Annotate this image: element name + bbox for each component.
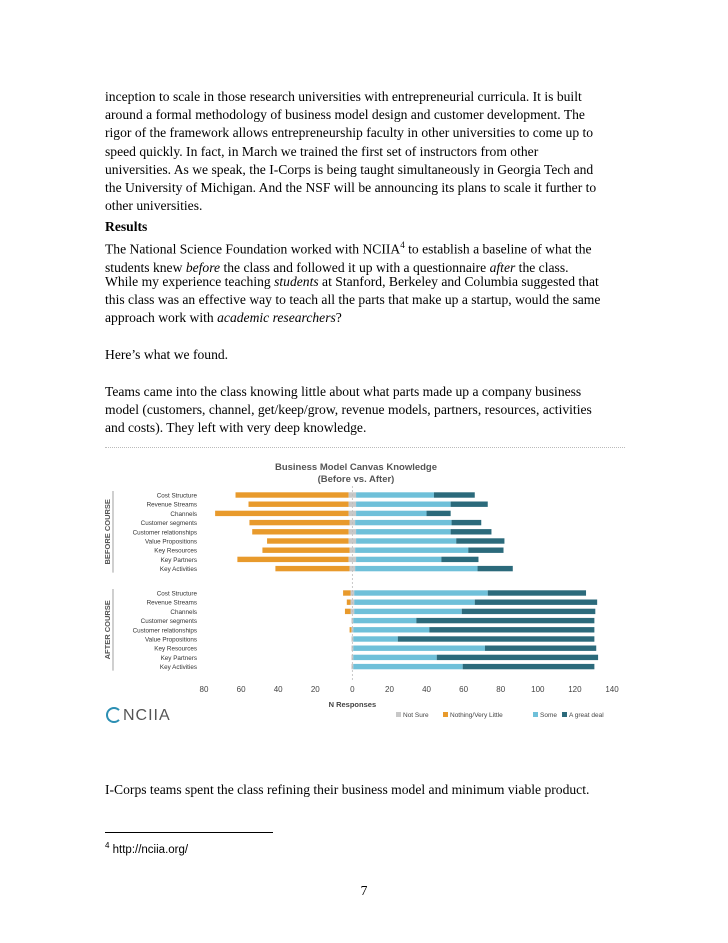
tick-label: 60: [459, 685, 469, 694]
logo-text: NCIIA: [123, 707, 171, 724]
text-line: rigor of the framework allows entrepreneurship faculty in other universities to come up to: [105, 125, 594, 141]
bar-nothing-little: [345, 609, 351, 614]
bar-some: [356, 538, 456, 543]
category-label: Key Resources: [154, 547, 197, 555]
bar-nothing-little: [275, 566, 349, 571]
category-label: Key Activities: [159, 566, 197, 574]
text-run: The National Science Foundation worked with NCIIA: [105, 241, 401, 257]
footnote-ref[interactable]: 4: [400, 240, 405, 251]
bar-great-deal: [488, 590, 586, 595]
bar-some: [353, 627, 429, 632]
tick-label: 20: [385, 685, 394, 694]
bar-nothing-little: [267, 538, 349, 543]
legend-label: A great deal: [569, 712, 604, 719]
business-model-chart: [100, 456, 630, 746]
bar-nothing-little: [215, 511, 349, 516]
results-heading: Results: [105, 219, 148, 234]
legend-swatch: [396, 712, 401, 717]
experience-paragraph: [105, 273, 630, 328]
bar-great-deal: [434, 492, 475, 497]
bar-some: [354, 609, 462, 614]
text-run: the class.: [515, 259, 569, 275]
tick-label: 20: [310, 685, 320, 694]
bar-great-deal: [441, 557, 478, 562]
category-label: Key Partners: [160, 556, 197, 564]
category-label: Cost Structure: [156, 590, 197, 598]
tick-label: 100: [531, 685, 545, 694]
bar-nothing-little: [252, 529, 348, 534]
bar-great-deal: [485, 646, 596, 651]
legend-label: Nothing/Very Little: [450, 712, 503, 719]
figure-divider: [105, 447, 625, 448]
group-label: AFTER COURSE: [103, 600, 112, 660]
tick-label: 0: [350, 685, 355, 694]
text-run: While my experience teaching: [105, 274, 275, 289]
footnote-link[interactable]: http://nciia.org/: [109, 843, 189, 856]
category-label: Customer relationships: [132, 627, 197, 635]
chart-title: Business Model Canvas Knowledge: [274, 462, 438, 473]
bar-great-deal: [478, 566, 513, 571]
group-label: BEFORE COURSE: [103, 499, 112, 565]
text-line: around a formal methodology of business model design and customer development. The: [105, 107, 585, 123]
category-label: Customer segments: [140, 520, 197, 528]
bar-some: [354, 590, 488, 595]
text-line: this class was an effective way to teach all the parts that make up a startup, would the same: [105, 292, 601, 308]
text-run: ?: [335, 310, 342, 326]
tick-label: 80: [496, 685, 506, 694]
footnote-rule: [105, 832, 273, 833]
text-line: inception to scale in those research universities with entrepreneurial curricula. It is built: [105, 89, 582, 104]
text-line: speed quickly. In fact, in March we trained the first set of instructors from other: [105, 143, 539, 159]
bar-some: [353, 618, 416, 623]
legend-label: Not Sure: [403, 712, 429, 719]
tick-label: 40: [273, 685, 283, 694]
text-line: the University of Michigan. And the NSF will be announcing its plans to scale it further to: [105, 180, 597, 196]
bar-nothing-little: [262, 548, 349, 553]
category-label: Value Propositions: [144, 636, 197, 644]
text-line: other universities.: [105, 198, 203, 214]
bar-great-deal: [468, 548, 503, 553]
text-line: [105, 309, 630, 327]
legend-swatch: [443, 712, 448, 717]
bar-great-deal: [416, 618, 594, 623]
tick-label: 80: [199, 685, 209, 694]
text-line: [105, 236, 630, 259]
bar-great-deal: [452, 520, 482, 525]
text-run: the class and followed it up with a questionnaire: [220, 259, 490, 275]
bar-some: [356, 492, 434, 497]
legend-swatch: [562, 712, 567, 717]
tick-label: 120: [568, 685, 582, 694]
bar-some: [356, 529, 451, 534]
footnote: [105, 841, 188, 856]
category-label: Revenue Streams: [146, 599, 197, 607]
bar-some: [356, 511, 426, 516]
bar-nothing-little: [350, 627, 352, 632]
page-number: 7: [360, 883, 368, 898]
bar-great-deal: [451, 529, 492, 534]
text-run: students knew: [105, 259, 186, 275]
logo-ring-icon: [106, 707, 122, 723]
bar-some: [355, 520, 451, 525]
text-line: [105, 273, 630, 291]
tick-label: 60: [236, 685, 246, 694]
icorps-paragraph: I-Corps teams spent the class refining their business model and minimum viable product.: [105, 782, 590, 797]
bar-great-deal: [437, 655, 598, 660]
text-run: at Stanford, Berkeley and Columbia suggested that: [318, 274, 599, 289]
category-label: Key Activities: [159, 664, 197, 672]
category-label: Key Partners: [160, 654, 197, 662]
bar-some: [356, 557, 441, 562]
emphasis: after: [489, 259, 516, 275]
legend-label: Some: [540, 712, 557, 719]
legend-swatch: [533, 712, 538, 717]
nciia-logo: [106, 707, 171, 725]
text-line: model (customers, channel, get/keep/grow, revenue models, partners, resources, activities: [105, 402, 592, 418]
teams-paragraph: [105, 383, 630, 438]
emphasis: academic researchers: [217, 310, 336, 326]
chart-subtitle: (Before vs. After): [317, 474, 395, 485]
text-line: and costs). They left with very deep knowledge.: [105, 420, 367, 436]
bar-some: [355, 548, 468, 553]
category-label: Cost Structure: [156, 492, 197, 500]
bar-some: [353, 636, 398, 641]
tick-label: 40: [422, 685, 431, 694]
bar-great-deal: [398, 636, 595, 641]
category-label: Key Resources: [154, 645, 197, 653]
footnote-number: 4: [105, 841, 110, 850]
bar-great-deal: [475, 600, 597, 605]
text-run: to establish a baseline of what the: [404, 241, 592, 257]
text-line: Teams came into the class knowing little about what parts made up a company business: [105, 384, 582, 399]
found-paragraph: Here’s what we found.: [105, 347, 229, 362]
bar-some: [353, 664, 462, 669]
category-label: Customer relationships: [132, 529, 197, 537]
bar-great-deal: [463, 664, 595, 669]
bar-nothing-little: [343, 590, 350, 595]
bar-great-deal: [456, 538, 504, 543]
category-label: Customer segments: [140, 618, 197, 626]
bar-some: [355, 566, 477, 571]
category-label: Value Propositions: [144, 538, 197, 546]
category-label: Channels: [170, 510, 197, 518]
bar-some: [353, 646, 485, 651]
tick-label: 140: [605, 685, 619, 694]
bar-some: [353, 655, 436, 660]
bar-nothing-little: [237, 557, 348, 562]
emphasis: students: [274, 274, 319, 289]
bar-great-deal: [462, 609, 596, 614]
bar-nothing-little: [249, 502, 349, 507]
category-label: Revenue Streams: [146, 501, 197, 509]
bar-nothing-little: [347, 600, 351, 605]
bar-great-deal: [451, 502, 488, 507]
bar-nothing-little: [236, 492, 349, 497]
category-label: Channels: [170, 608, 197, 616]
intro-paragraph: [105, 88, 630, 215]
bar-great-deal: [429, 627, 594, 632]
bar-nothing-little: [249, 520, 349, 525]
text-run: approach work with: [105, 310, 218, 326]
x-axis-label: N Responses: [328, 700, 377, 709]
text-line: universities. As we speak, the I-Corps is being taught simultaneously in Georgia Tech and: [105, 161, 594, 177]
emphasis: before: [185, 259, 221, 275]
bar-some: [354, 600, 475, 605]
bar-some: [356, 502, 451, 507]
results-section: [105, 218, 630, 277]
bar-great-deal: [427, 511, 451, 516]
